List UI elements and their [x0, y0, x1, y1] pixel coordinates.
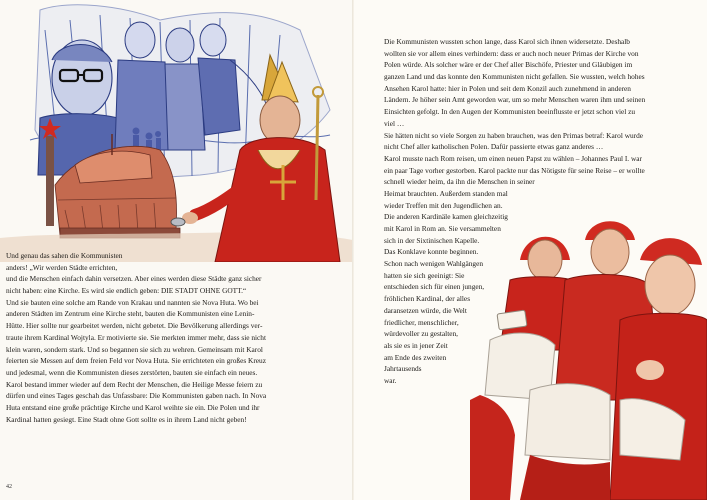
left-body-text [6, 250, 266, 425]
text-line: Ansehen Karol hatte: hier in Polen und seit dem Konzil auch zunehmend in anderen [384, 83, 631, 93]
text-line: traute ihrem Kardinal Wojtyla. Er motivierte sie. Sie merkten immer mehr, dass sie nicht [6, 332, 267, 342]
text-line: war. [384, 375, 397, 385]
text-line: klein waren, sondern stark. Und so begannen sie sich zu wehren. Gemeinsam mit Karol [6, 344, 263, 354]
text-line: ein paar Tage vorher gestorben. Karol packte nur das Nötigste für seine Reise – er wollte [384, 165, 645, 175]
text-line: und jedesmal, wenn die Kommunisten dieses zerstörten, bauten sie einfach ein neues. [6, 367, 258, 377]
text-line: Einsichten gefolgt. In den Augen der Kommunisten beeinflusste er jetzt schon viel zu [384, 107, 636, 117]
text-line: Die Kommunisten wussten schon lange, dass Karol sich ihnen widersetzte. Deshalb [384, 37, 630, 46]
page-number: 42 [6, 484, 12, 490]
text-line: dürfen und eines Tages geschah das Unfassbare: Die Kommunisten gaben nach. In Nova [6, 391, 267, 401]
text-line: Jahrtausends [384, 364, 422, 374]
text-line: Das Konklave konnte beginnen. [384, 247, 479, 257]
text-line: Und genau das sahen die Kommunisten [6, 251, 123, 260]
text-line: Kardinal hatten gesiegt. Eine Stadt ohne Gott sollte es in ihrem Land nicht geben! [6, 414, 247, 424]
text-line: fröhlichen Kardinal, der alles [384, 294, 471, 304]
text-line: wollten sie vor allem eines verhindern: dass er auch noch neuer Primas der Kirche von [384, 48, 639, 58]
text-line: Heimat brauchten. Außerdem standen mal [384, 188, 508, 198]
nova-huta-illustration [0, 0, 353, 262]
text-line: nicht haben: eine Kirche. Es wird sie endlich geben: DIE STADT OHNE GOTT.“ [6, 286, 247, 296]
text-line: und die Menschen einfach dahin versetzen. Aber eines werden diese Städte ganz sicher [6, 274, 262, 284]
text-line: hatten sie sich geeinigt: Sie [384, 270, 465, 280]
text-line: Die anderen Kardinäle kamen gleichzeitig [384, 212, 508, 222]
right-body-text [384, 36, 645, 387]
text-line: würdevoller zu gestalten, [384, 329, 459, 339]
text-line: daransetzen würde, die Welt [384, 305, 467, 315]
text-line: Ländern. Je höher sein Amt geworden war, um so mehr Menschen waren ihm und seinen [384, 95, 646, 105]
text-line: am Ende des zweiten [384, 352, 447, 362]
text-line: viel … [384, 118, 405, 128]
left-page [0, 0, 353, 500]
text-line: mit Karol in Rom an. Sie versammelten [384, 224, 501, 233]
text-line: feierten sie Messen auf dem freien Feld vor Nova Huta. Sie errichteten ein großes Kreuz [6, 356, 266, 366]
text-line: anders! „Wir werden Städte errichten, [6, 262, 118, 272]
text-line: wieder Treffen mit den Jugendlichen an. [384, 200, 503, 210]
text-line: Hütte. Hier sollte nur gearbeitet werden, nicht gebetet. Die Bevölkerung allerdings ver- [6, 321, 263, 331]
text-line: nicht Chef aller katholischen Polen. Dafür passierte etwas ganz anderes … [384, 142, 604, 152]
text-line: Polen würde. Als solcher wäre er der Chef aller Bischöfe, Priester und Gläubigen im [384, 60, 633, 70]
text-line: schnell wieder heim, da ihn die Menschen in seiner [384, 177, 535, 187]
text-line: anderen Städten im Zentrum eine Kirche steht, bauten die Kommunisten eine Lenin- [6, 309, 255, 319]
text-line: Karol musste nach Rom reisen, um einen neuen Papst zu wählen – Johannes Paul I. war [384, 153, 642, 163]
text-line: Schon nach wenigen Wahlgängen [384, 259, 483, 269]
text-line: Und sie bauten eine solche am Rande von Krakau und nannten sie Nova Huta. Wo bei [6, 297, 259, 307]
text-line: ganzen Land und das konnte den Kommunisten nicht gefallen. Sie wussten, welch hohes [384, 72, 645, 82]
text-line: friedlicher, menschlicher, [384, 317, 459, 327]
text-line: entschieden sich für einen jungen, [384, 282, 485, 292]
text-line: Sie hätten nicht so viele Sorgen zu haben brauchen, was den Primas betraf: Karol wurde [384, 130, 644, 140]
text-line: Huta entstand eine große prächtige Kirche und Karol weihte sie ein. Die Polen und ihr [6, 402, 260, 412]
text-line: Karol bestand immer wieder auf dem Recht der Menschen, die Heilige Messe feiern zu [6, 379, 263, 389]
text-line: sich in der Sixtinischen Kapelle. [384, 235, 480, 245]
text-line: als sie es in jener Zeit [384, 340, 448, 350]
